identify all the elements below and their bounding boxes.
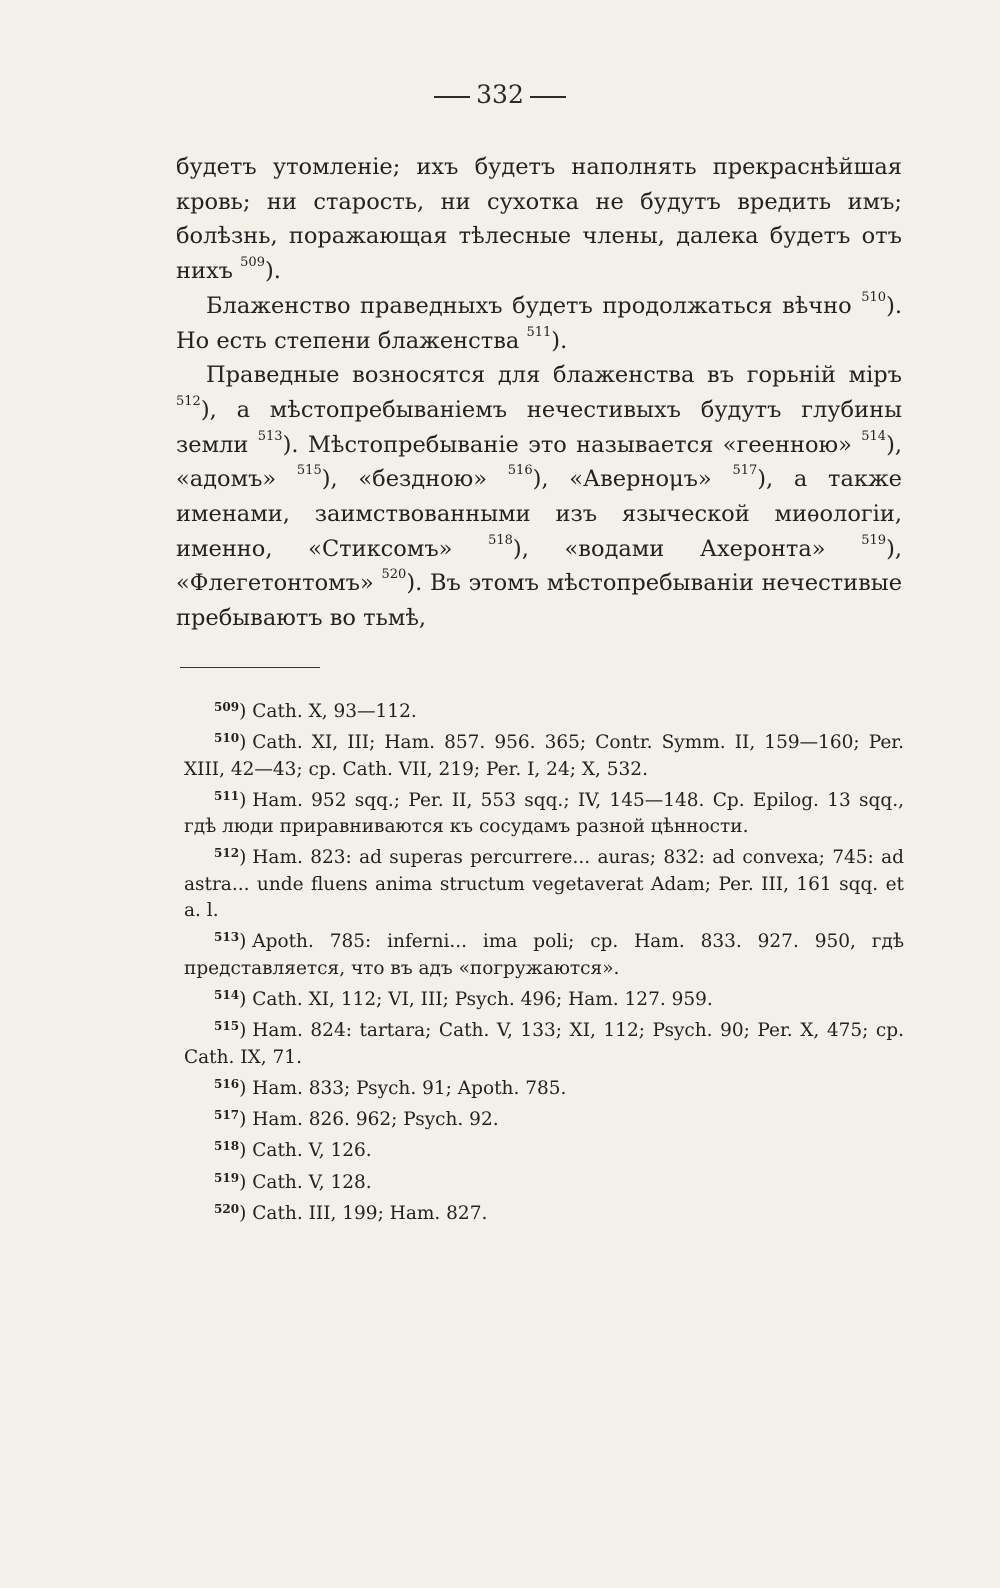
footnote: $^{517}$) Ham. 826. 962; Psych. 92. — [214, 1108, 499, 1131]
footnote: $^{520}$) Cath. III, 199; Ham. 827. — [214, 1202, 488, 1225]
footnote: $^{519}$) Cath. V, 128. — [214, 1170, 372, 1193]
paragraph-2: Блаженство праведныхъ будетъ продолжаться вѣчно $^{510}$). Но есть степени блаженства $^{511}$). — [176, 289, 903, 354]
footnote-ref: 519 — [861, 532, 887, 548]
footnote: $^{514}$) Cath. XI, 112; VI, III; Psych. 496; Ham. 127. 959. — [214, 987, 713, 1010]
page-number: 332 — [476, 80, 524, 109]
footnote-ref: 515 — [296, 463, 322, 479]
paragraph-3: Праведные возносятся для блаженства въ горьній міръ $^{512}$), а мѣстопребываніемъ нечестивыхъ будутъ глубины земли $^{513}$). Мѣстопребываніе это называется «геенною» $^{514}$), «адомъ» $^{515}$), «бездною» $^{516}$), «Авернομъ» $^{517}$), а также именами, заимствованными изъ языческой миѳологіи, именно, «Стиксомъ» $^{518}$), «водами Ахеронта» $^{519}$), «Флегетонтомъ» $^{520}$). Въ этомъ мѣстопребываніи нечестивые пребываютъ во тьмѣ, — [176, 362, 903, 632]
footnote-ref: 517 — [732, 463, 758, 479]
footnotes — [184, 694, 904, 1227]
main-text — [176, 150, 902, 636]
footnote-divider — [180, 667, 320, 668]
footnote-ref: 512 — [176, 393, 201, 409]
header-dash-right — [530, 96, 566, 98]
footnote-ref: 514 — [861, 428, 887, 444]
footnote: $^{511}$) Ham. 952 sqq.; Per. II, 553 sqq.; IV, 145—148. Cp. Epilog. 13 sqq., гдѣ люди приравниваются къ сосудамъ разной цѣнности. — [184, 788, 904, 838]
footnote: $^{510}$) Cath. XI, III; Ham. 857. 956. 365; Contr. Symm. II, 159—160; Per. XIII, 42—43; cp. Cath. VII, 219; Per. I, 24; X, 532. — [184, 731, 904, 780]
footnote-ref: 510 — [861, 289, 887, 305]
footnote-ref: 513 — [257, 428, 283, 444]
paragraph-1: будетъ утомленіе; ихъ будетъ наполнять прекраснѣйшая кровь; ни старость, ни сухотка не будутъ вредить имъ; болѣзнь, поражающая тѣлесные члены, далека будетъ отъ нихъ $^{509}$). — [176, 154, 902, 285]
footnote-ref: 509 — [240, 255, 265, 271]
header-dash-left — [434, 96, 470, 98]
footnote: $^{516}$) Ham. 833; Psych. 91; Apoth. 785. — [214, 1076, 567, 1099]
page-header — [0, 80, 1000, 109]
footnote: $^{515}$) Ham. 824: tartara; Cath. V, 133; XI, 112; Psych. 90; Per. X, 475; cp. Cath. IX, 71. — [184, 1019, 904, 1068]
footnote-ref: 520 — [381, 567, 407, 583]
footnote-ref: 518 — [488, 532, 513, 548]
footnote: $^{518}$) Cath. V, 126. — [214, 1139, 372, 1162]
footnote: $^{512}$) Ham. 823: ad superas percurrere... auras; 832: ad convexa; 745: ad astra... unde fluens anima structum vegetaverat Adam; Per. III, 161 sqq. et a. l. — [184, 846, 904, 922]
footnote: $^{509}$) Cath. X, 93—112. — [214, 700, 417, 722]
footnote-ref: 516 — [507, 463, 533, 479]
footnote: $^{513}$) Apoth. 785: inferni... ima poli; cp. Ham. 833. 927. 950, гдѣ представляется, что въ адъ «погружаются». — [184, 930, 904, 979]
footnote-ref: 511 — [526, 324, 552, 340]
